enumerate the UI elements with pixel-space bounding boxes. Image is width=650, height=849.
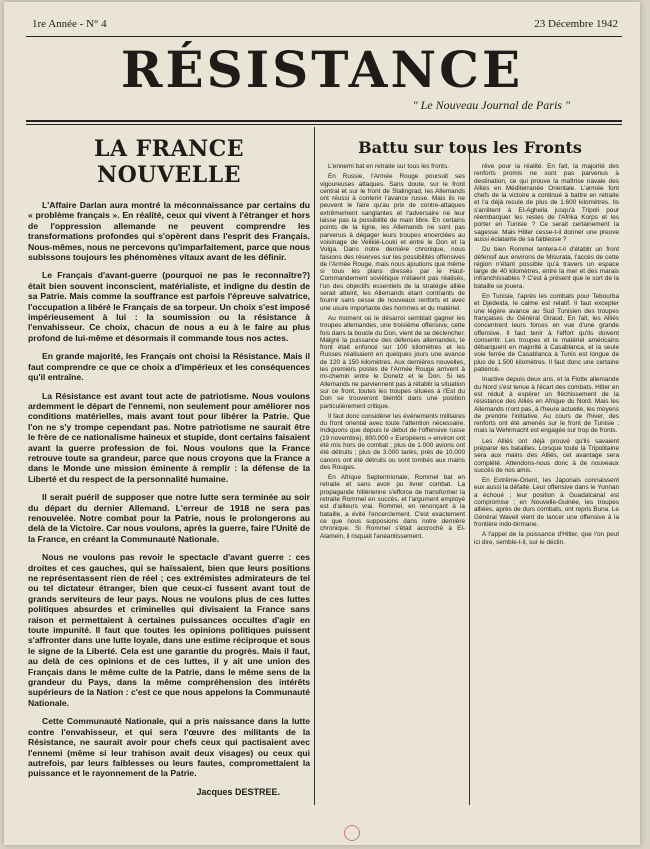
column-paragraph: Les Alliés ont déjà prouvé qu'ils savaient préparer les batailles. Lorsque toute la Tripolitaine sera aux mains des Alliés, cet avantage sera complété. Attendons-nous donc à de nouveaux succès de nos amis.	[474, 437, 619, 474]
column-divider	[314, 127, 315, 805]
article-paragraph: La Résistance est avant tout acte de patriotisme. Nous voulons ardemment le départ de l'ennemi, non seulement pour améliorer nos conditions matérielles, mais avant tout pour libérer la Patrie. Que l'on ne s'y trompe cependant pas. Notre patriotisme ne saurait être le frère de ce nationalisme haineux et stupide, dont certains faisaient avant la guerre profession de foi. Nous voulons que la France retrouve toute sa grandeur, parce que nous croyons que la France a dans le Monde une mission éminente à remplir : la défense de la Liberté et du respect de la personnalité humaine.	[28, 390, 310, 484]
column-paragraph: Au moment où le désarroi semblait gagner les troupes allemandes, une troisième offensive, cette fois dans la boucle du Don, vient de se déclencher. Malgré la puissance des défenses allemandes, le front était enfoncé sur 100 kilomètres et les Russes réalisaient en quelques jours une avance de 120 à 150 kilomètres. Aux dernières nouvelles, les premiers postes de l'Armée Rouge arrivent à mi-chemin entre le Donetz et le Don. Si les Allemands ne parviennent pas à rétablir la situation sur ce front, toutes les troupes situées à l'Est du Don se trouveront bientôt dans une position particulièrement critique.	[320, 314, 465, 410]
article-paragraph: Cette Communauté Nationale, qui a pris naissance dans la lutte contre l'envahisseur, et qui sera l'œuvre des militants de la Résistance, ne saurait avoir pour chefs ceux qui pactisaient avec l'ennemi (même si leur trahison avait deux visages) ou ceux qui autrefois, par leurs faiblesses ou leurs fautes, compromettaient la puissance et le rayonnement de la Patrie.	[28, 716, 310, 779]
issue-date: 23 Décembre 1942	[534, 18, 618, 30]
right-article-title: Battu sur tous les Fronts	[358, 138, 582, 157]
column-paragraph: En Russie, l'Armée Rouge poursuit ses vigoureuses attaques. Sans doute, sur le front central et sur le front de Stalingrad, les Allemands ont réussi à contenir l'avance russe. Mais ils ne peuvent le faire qu'au prix de contre-attaques extrêmement sanglantes et l'adversaire ne leur laisse pas la possibilité de main libre. En certains points de la ligne, les Allemands ne sont pas parvenus à dégager leurs troupes encerclées au voisinage de Velikié-Louki et entre le Don et la Volga. Dans notre dernière chronique, nous faisions des réserves sur les possibilités offensives de l'Armée Rouge, mais nous ajoutions que même si tous les plans dressés par le Haut-Commandement soviétique n'étaient pas réalisés, l'un des objectifs essentiels de la stratégie alliée serait atteint, les Allemands étant contraints de fournir sans cesse de nouveaux renforts et avec une usure importante des hommes et du matériel.	[320, 173, 465, 312]
masthead-subtitle: " Le Nouveau Journal de Paris "	[412, 98, 570, 112]
right-article-column-2	[474, 163, 619, 549]
article-author: Jacques DESTREE.	[196, 786, 280, 797]
right-article	[320, 130, 620, 835]
library-stamp-icon	[344, 825, 360, 841]
column-paragraph: A l'appel de la puissance d'Hitler, que l'on peut ici dire, semble-t-il, sur le déclin.	[474, 531, 619, 546]
top-rule	[26, 36, 622, 37]
masthead-rule-thin	[26, 124, 622, 125]
right-article-column-1	[320, 163, 465, 549]
article-paragraph: Il serait puéril de supposer que notre lutte sera terminée au soir du départ du dernier Allemand. L'erreur de 1918 ne sera pas renouvelée. Notre combat pour la Patrie, nous le prolongerons au delà de la Victoire. Car nous voulons, après la guerre, faire l'Unité de la France, en créant la Communauté Nationale.	[28, 492, 310, 544]
issue-number: 1re Année - N° 4	[32, 18, 107, 30]
article-paragraph: L'Affaire Darlan aura montré la méconnaissance par certains du « problème français ». En réalité, ceux qui vivent à l'étranger et hors de l'oppression allemande ne peuvent comprendre les transformations profondes qui s'opèrent dans l'esprit des Français. Nous-mêmes, nous ne percevons qu'imparfaitement, parce que nous subissons toujours les phénomènes vitaux avant de les définir.	[28, 200, 310, 263]
article-paragraph: En grande majorité, les Français ont choisi la Résistance. Mais il faut comprendre ce que ce choix a d'impérieux et les conséquences qu'il entraîne.	[28, 351, 310, 383]
left-article	[28, 130, 310, 835]
masthead-rule	[26, 120, 622, 122]
column-paragraph: rêve pour la réalité. En fait, la majorité des renforts promis ne sont pas parvenus à destination, ce qui prouve la maîtrise navale des Alliés en Méditerranée Orientale. L'armée font chefs de la victoire a continué à battre en retraite et l'a déjà recule de plus de 1.600 kilomètres. Ils s'arrêtent à El-Agheila jusqu'à Tripoli pour réembarquer les restes de l'Afrika Korps et les porter en Tunisie ? Ce serait certainement la sagesse. Mais Hitler cesse-t-il donner une preuve aussi éclatante de sa faiblesse ?	[474, 163, 619, 243]
column-paragraph: L'ennemi bat en retraite sur tous les fronts.	[328, 163, 449, 170]
newspaper-page	[4, 2, 640, 845]
masthead: RÉSISTANCE	[120, 40, 524, 99]
column-paragraph: En Afrique Septentrionale, Rommel bat en retraite et sans avoir pu livrer combat. La propagande hitlérienne s'efforce de transformer la retraite Rommel en succès, et l'argument employé est d'ailleurs vrai. Rommel, en renonçant à la bataille, a évité l'encerclement. C'est exactement ce que nous supposions dans notre dernière chronique. Si Rommel s'était accroché à El-Alamein, il risquait l'anéantissement.	[320, 474, 465, 540]
column-paragraph: Du bien Rommel tentera-t-il d'établir un front défensif aux environs de Misurata, l'accès de cette région n'étant possible qu'à travers un espace large de 40 kilomètres, entre la mer et des marais infranchissables ? C'est à présent que le sort de la bataille se jouera.	[474, 246, 619, 290]
column-paragraph: Il faut donc considérer les événements militaires du front oriental avec toute l'attention nécessaire. Indiquons que depuis le début de l'offensive russe (19 novembre), 800.000 « Européens » environ ont été mis hors de combat ; plus de 1.000 avions ont été détruits ; plus de 3.000 tanks, près de 10.000 canons ont été détruits ou sont tombés aux mains des Rouges.	[320, 412, 465, 471]
column-paragraph: En Extrême-Orient, les Japonais connaissent eux aussi la défaite. Leur offensive dans le Yunnan a échoué ; leur position à Guadalcanal est compromise ; en Nouvelle-Guinée, les troupes alliées, après de durs combats, ont repris Buna. Le Général Wavell vient de lancer une offensive à la frontière indo-birmane.	[474, 477, 619, 528]
column-paragraph: Inactive depuis deux ans, et la Flotte allemande du Nord s'est tenue à l'écart des combats. Hitler en est réduit à espérer un fléchissement de la résistance des Alliés en Afrique du Nord. Mais les Allemands n'ont pas, à l'heure actuelle, les moyens de prendre l'initiative. Au cours de l'hiver, des renforts ont été amenés sur le front de Tunisie ; mais la Wehrmacht est engagée sur trop de fronts.	[474, 376, 619, 435]
article-paragraph: Nous ne voulons pas revoir le spectacle d'avant guerre : ces droites et ces gauches, qui se haïssaient, bien que leurs positions ne représentassent rien de réel ; ces extrémistes admirateurs de tel ou tel dictateur étranger, bien que ceux-ci fussent avant tout de grands serviteurs de leur pays. Nous ne voulons plus de ces luttes politiques absurdes et criminelles qui divisaient la France sans raison et permettaient à certaines puissances occultes d'agir en toute impunité. Il faut que toutes les opinions politiques puissent s'affronter dans une lutte loyale, dans une estime réciproque et sous le signe de la Liberté. Cela est une garantie du progrès. Mais il faut, au delà de ces opinions et de ces luttes, il y ait une union des Français dans le même culte de la Patrie, dans le même sens de la grandeur du Pays, dans la même compréhension des intérêts supérieurs de la Nation : c'est ce que nous appelons la Communauté Nationale.	[28, 552, 310, 708]
left-article-title: LA FRANCE NOUVELLE	[93, 136, 245, 188]
article-paragraph: Le Français d'avant-guerre (pourquoi ne pas le reconnaître?) était bien souvent inconscient, matérialiste, et indigne du destin de sa Patrie. Mais comme la souffrance est parfois l'épreuve salvatrice, l'occupation a libéré le Français de sa torpeur. Un choix s'est imposé impérieusement à lui : la soumission ou la résistance à l'envahisseur. Ce choix, chacun de nous a eu à le faire au plus profond de lui-même et désormais il commande tous nos actes.	[28, 270, 310, 343]
column-paragraph: En Tunisie, l'après les combats pour Tebourba et Djedeida, le calme est relatif. Il faut excepter une légère avance au Sud Tunisien des troupes françaises du Général Giraud. En fait, les Alliés concentrent leurs forces en vue d'une grande offensive. Il faut tenir à l'effort qu'ils doivent consentir. Les troupes et le matériel américains débarquent en majorité à Casablanca, et la seule voie ferrée de Casablanca à Tunis est longue de plus de 1.500 kilomètres. Il faut donc une certaine patience.	[474, 293, 619, 374]
issue-line	[32, 18, 618, 30]
